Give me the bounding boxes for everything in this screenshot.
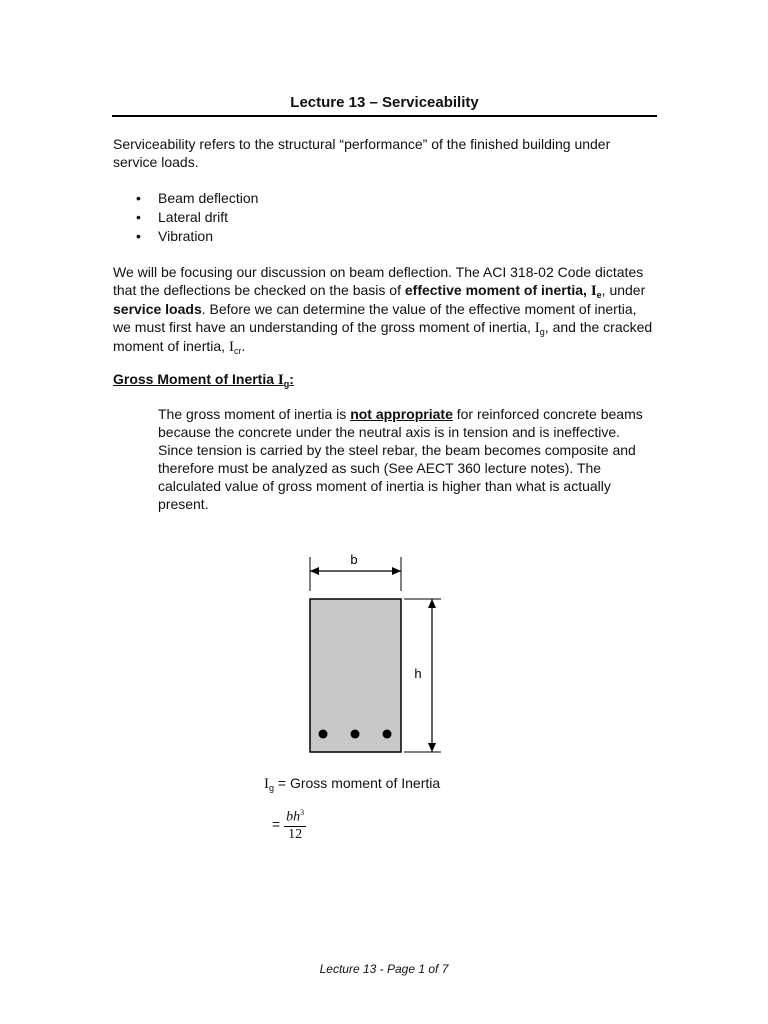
emphasis-term: not appropriate: [350, 406, 453, 422]
inertia-formula: [272, 808, 306, 843]
text-run: We will be focusing our discussion on beam deflection. The ACI 318-02 Code dictates that the deflections be checked on the basis of: [113, 264, 644, 298]
page-footer: Lecture 13 - Page 1 of 7: [319, 962, 449, 976]
height-label: h: [414, 666, 422, 681]
rebar-dot: [383, 730, 392, 739]
text-run: , and the cracked moment of inertia,: [113, 319, 653, 354]
numerator-base: bh: [286, 809, 301, 825]
title-underline: [112, 115, 657, 117]
serviceability-list: [136, 189, 258, 246]
fraction-denominator: 12: [288, 826, 303, 842]
beam-section-diagram: [300, 545, 450, 765]
list-item: • Vibration: [136, 227, 258, 246]
caption-subscript: g: [269, 783, 275, 793]
list-item: • Beam deflection: [136, 189, 258, 208]
numerator-exponent: 3: [300, 808, 305, 817]
ie-symbol: I: [590, 283, 597, 299]
width-dimension: [310, 552, 401, 591]
ig-symbol: I: [534, 320, 540, 336]
heading-subscript: g: [283, 379, 290, 389]
list-item: • Lateral drift: [136, 208, 258, 227]
page-title: Lecture 13 – Serviceability: [290, 94, 479, 111]
bold-term: effective moment of inertia,: [404, 282, 591, 298]
intro-paragraph: Serviceability refers to the structural “performance” of the finished building under service loads.: [113, 136, 611, 170]
fraction-numerator: [284, 808, 306, 827]
text-run: , under: [601, 282, 646, 298]
beam-cross-section: [310, 599, 401, 752]
heading-colon: :: [289, 371, 294, 387]
text-run: for reinforced concrete beams because the concrete under the neutral axis is in tension and is ineffective. Since tension is carried by the steel rebar, the beam becomes composite and therefore must be analyzed as such (See AECT 360 lecture notes). The calculated value of gross moment of inertia is higher than what is actually present.: [158, 406, 643, 512]
rebar-dot: [319, 730, 328, 739]
fraction: [284, 808, 306, 843]
equals-sign: =: [272, 816, 281, 833]
icr-subscript: cr: [233, 346, 242, 356]
rebar-dot: [351, 730, 360, 739]
heading-text: Gross Moment of Inertia: [113, 371, 278, 387]
diagram-caption: [264, 775, 440, 793]
width-label: b: [350, 552, 358, 567]
gross-moment-paragraph: [158, 405, 658, 513]
text-run: .: [241, 338, 246, 354]
section-heading: [113, 371, 294, 389]
ie-subscript: e: [596, 290, 602, 300]
text-run: The gross moment of inertia is: [158, 406, 351, 422]
text-run: . Before we can determine the value of the effective moment of inertia, we must first have an understanding of the gross moment of inertia,: [113, 301, 637, 335]
deflection-paragraph: [113, 263, 658, 356]
icr-symbol: I: [228, 339, 234, 355]
heading-symbol: I: [277, 372, 284, 388]
height-dimension: [404, 599, 441, 752]
caption-symbol: I: [264, 776, 269, 792]
caption-text: = Gross moment of Inertia: [274, 775, 441, 791]
ig-subscript: g: [539, 327, 545, 337]
bold-term: service loads: [113, 301, 202, 317]
